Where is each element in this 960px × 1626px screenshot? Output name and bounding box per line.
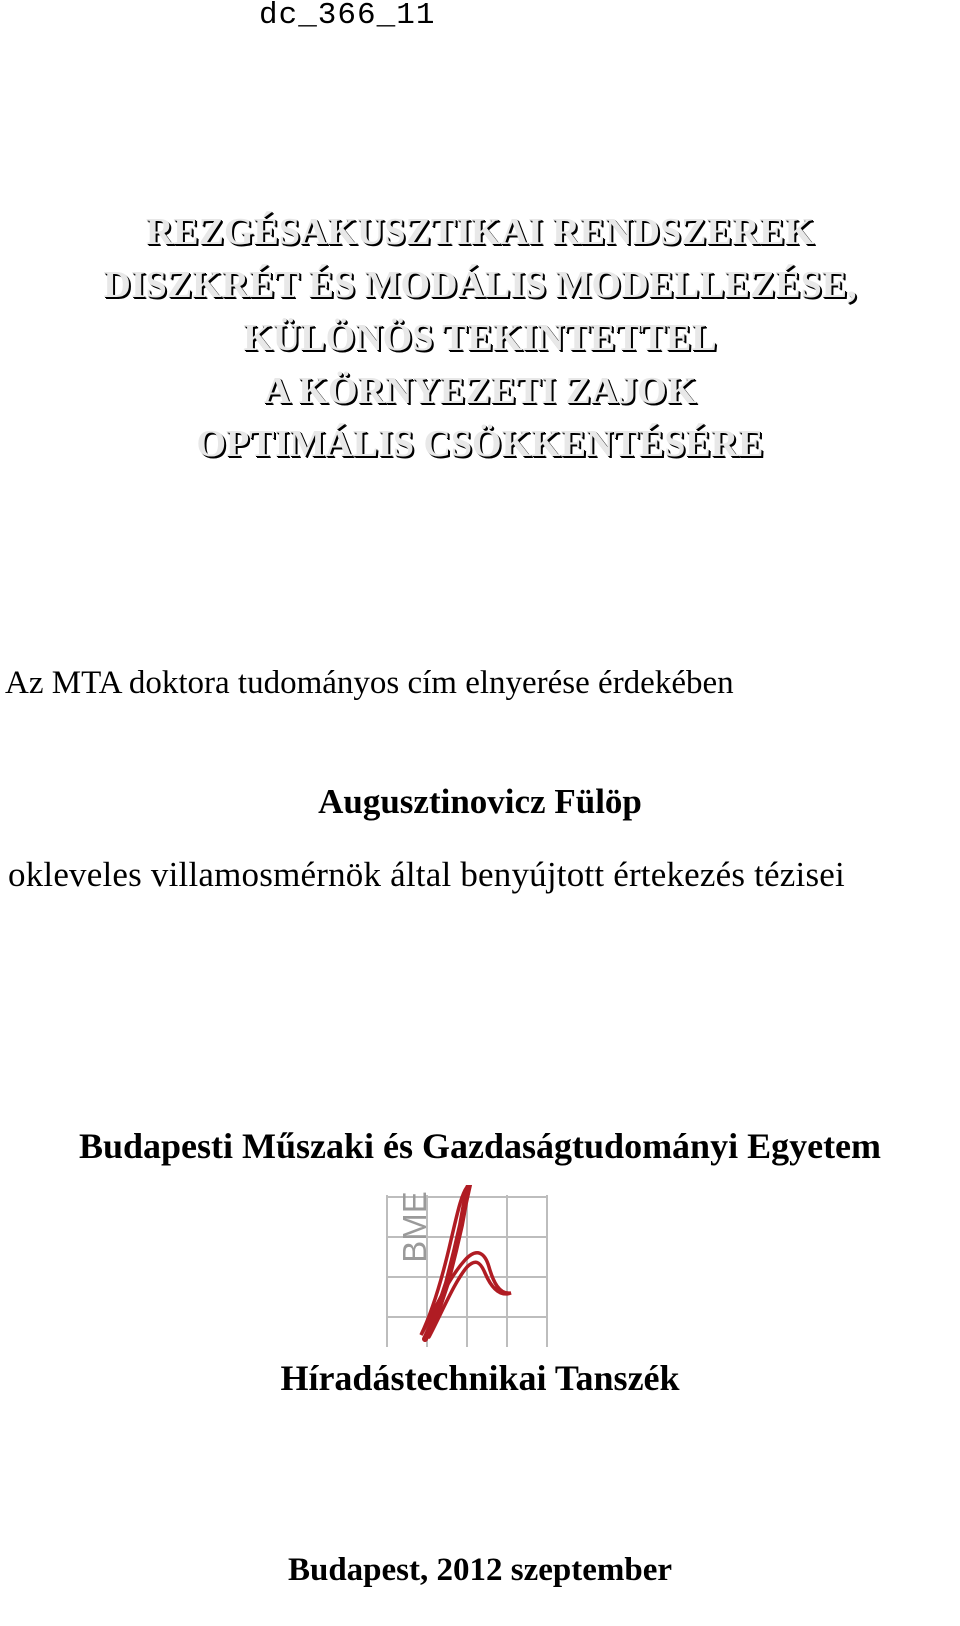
place-and-date: Budapest, 2012 szeptember xyxy=(287,1552,673,1588)
university-name: Budapesti Műszaki és Gazdaságtudományi Egyetem xyxy=(78,1126,882,1166)
bme-logo xyxy=(385,1185,550,1350)
title-line-4: A KÖRNYEZETI ZAJOK xyxy=(263,370,697,412)
title-line-5: OPTIMÁLIS CSÖKKENTÉSÉRE xyxy=(196,423,764,465)
degree-purpose: Az MTA doktora tudományos cím elnyerése érdekében xyxy=(5,665,734,701)
title-line-1: REZGÉSAKUSZTIKAI RENDSZEREK xyxy=(145,211,815,253)
document-subtitle: okleveles villamosmérnök által benyújtott értekezés tézisei xyxy=(8,855,845,894)
logo-text: BME xyxy=(396,1191,433,1263)
author-name: Augusztinovicz Fülöp xyxy=(318,782,642,821)
title-line-2: DISZKRÉT ÉS MODÁLIS MODELLEZÉSE, xyxy=(103,264,857,306)
title-line-3: KÜLÖNÖS TEKINTETTEL xyxy=(243,317,717,359)
thesis-title xyxy=(0,206,960,471)
document-id: dc_366_11 xyxy=(259,0,436,33)
department-name: Híradástechnikai Tanszék xyxy=(280,1358,680,1398)
